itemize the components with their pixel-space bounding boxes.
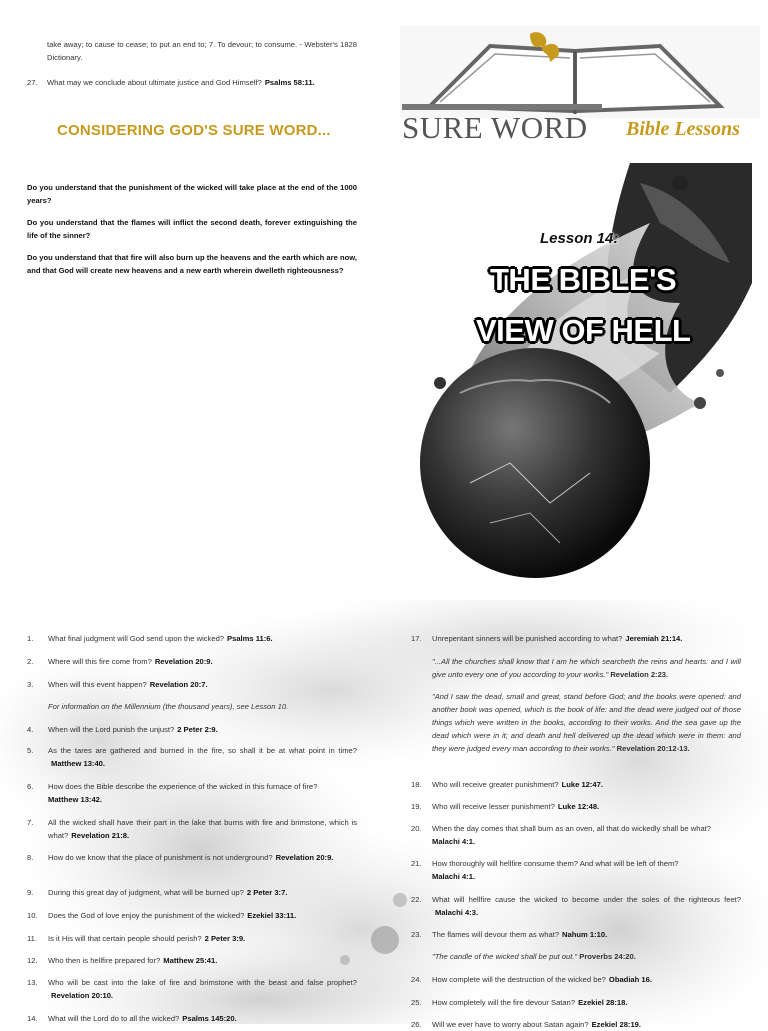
cover-lesson-number: Lesson 14: — [540, 230, 619, 247]
considering-question-1: Do you understand that the punishment of the wicked will take place at the end of the 1000 years? — [27, 183, 357, 205]
question-19: 19. Who will receive lesser punishment? Luke 12:48. — [411, 802, 600, 811]
question-20: 20. When the day comes that shall burn as an oven, all that do wickedly shall be what? Malachi 4:1. — [411, 824, 712, 846]
question-24: 24. How complete will the destruction of the wicked be? Obadiah 16. — [411, 975, 652, 984]
question-11: 11. Is it His will that certain people should perish? 2 Peter 3:9. — [27, 934, 246, 943]
definition-continuation: take away; to cause to cease; to put an end to; 7. To devour; to consume. - Webster's 1828 Dictionary. — [47, 40, 357, 62]
logo-sub-text: Bible Lessons — [626, 118, 740, 140]
question-10: 10. Does the God of love enjoy the punishment of the wicked? Ezekiel 33:11. — [27, 911, 297, 920]
question-5: 5. As the tares are gathered and burned in the fire, so shall it be at what point in time?Matthew 13:40. — [27, 746, 357, 768]
question-4: 4. When will the Lord punish the unjust? 2 Peter 2:9. — [27, 725, 218, 734]
question-2: 2. Where will this fire come from? Revelation 20:9. — [27, 657, 213, 666]
question-8: 8. How do we know that the place of punishment is not underground? Revelation 20:9. — [27, 853, 334, 862]
millennium-note: For information on the Millennium (the thousand years), see Lesson 10. — [48, 702, 289, 711]
burning-earth-illustration — [400, 163, 752, 593]
question-12: 12. Who then is hellfire prepared for? Matthew 25:41. — [27, 956, 218, 965]
question-25: 25. How completely will the fire devour Satan? Ezekiel 28:18. — [411, 998, 628, 1007]
question-21: 21. How thoroughly will hellfire consume them? And what will be left of them? Malachi 4:1. — [411, 859, 679, 881]
considering-question-2: Do you understand that the flames will inflict the second death, forever extinguishing the life of the sinner? — [27, 218, 357, 240]
cover-title-line-2: VIEW OF HELL — [476, 313, 691, 348]
question-27: 27. What may we conclude about ultimate justice and God Himself? Psalms 58:11. — [27, 78, 315, 87]
question-6: 6. How does the Bible describe the experience of the wicked in this furnace of fire? Matthew 13:42. — [27, 782, 318, 804]
quote-revelation-2-23: "...All the churches shall know that I am he which searcheth the reins and hearts: and I will give unto every one of you according to your works." Revelation 2:23. — [432, 657, 741, 679]
considering-question-3: Do you understand that that fire will also burn up the heavens and the earth which are now, and that God will create new heavens and a new earth wherein dwelleth righteousness? — [27, 253, 357, 275]
question-14: 14. What will the Lord do to all the wicked? Psalms 145:20. — [27, 1014, 237, 1023]
question-1: 1. What final judgment will God send upon the wicked? Psalms 11:6. — [27, 634, 273, 643]
question-3: 3. When will this event happen? Revelation 20:7. — [27, 680, 208, 689]
quote-proverbs-24-20: "The candle of the wicked shall be put out." Proverbs 24:20. — [432, 952, 636, 961]
quote-revelation-20-12: "And I saw the dead, small and great, stand before God; and the books were opened: and another book was opened, which is the book of life: and the dead were judged out of those things which were written in the books, according to their works. And the sea gave up the dead which were in it; and death and hell delivered up the dead which were in them: and they were judged every man according to their works." Revelation 20:12-13. — [432, 692, 741, 753]
question-13: 13. Who will be cast into the lake of fire and brimstone with the beast and false prophet?Revelation 20:10. — [27, 978, 357, 1000]
question-23: 23. The flames will devour them as what? Nahum 1:10. — [411, 930, 608, 939]
cover-title-line-1: THE BIBLE'S — [490, 262, 677, 297]
question-18: 18. Who will receive greater punishment? Luke 12:47. — [411, 780, 603, 789]
section-title: CONSIDERING GOD'S SURE WORD... — [57, 122, 331, 139]
question-26: 26. Will we ever have to worry about Satan again? Ezekiel 28:19. — [411, 1020, 642, 1029]
question-9: 9. During this great day of judgment, what will be burned up? 2 Peter 3:7. — [27, 888, 288, 897]
question-7: 7. All the wicked shall have their part in the lake that burns with fire and brimstone, which is what? Revelation 21:8. — [27, 818, 357, 840]
open-bible-logo-icon — [400, 26, 760, 118]
logo-main-text: SURE WORD — [402, 110, 588, 145]
question-17: 17. Unrepentant sinners will be punished according to what? Jeremiah 21:14. — [411, 634, 683, 643]
question-22: 22. What will hellfire cause the wicked to become under the soles of the righteous feet?Malachi 4:3. — [411, 895, 741, 917]
